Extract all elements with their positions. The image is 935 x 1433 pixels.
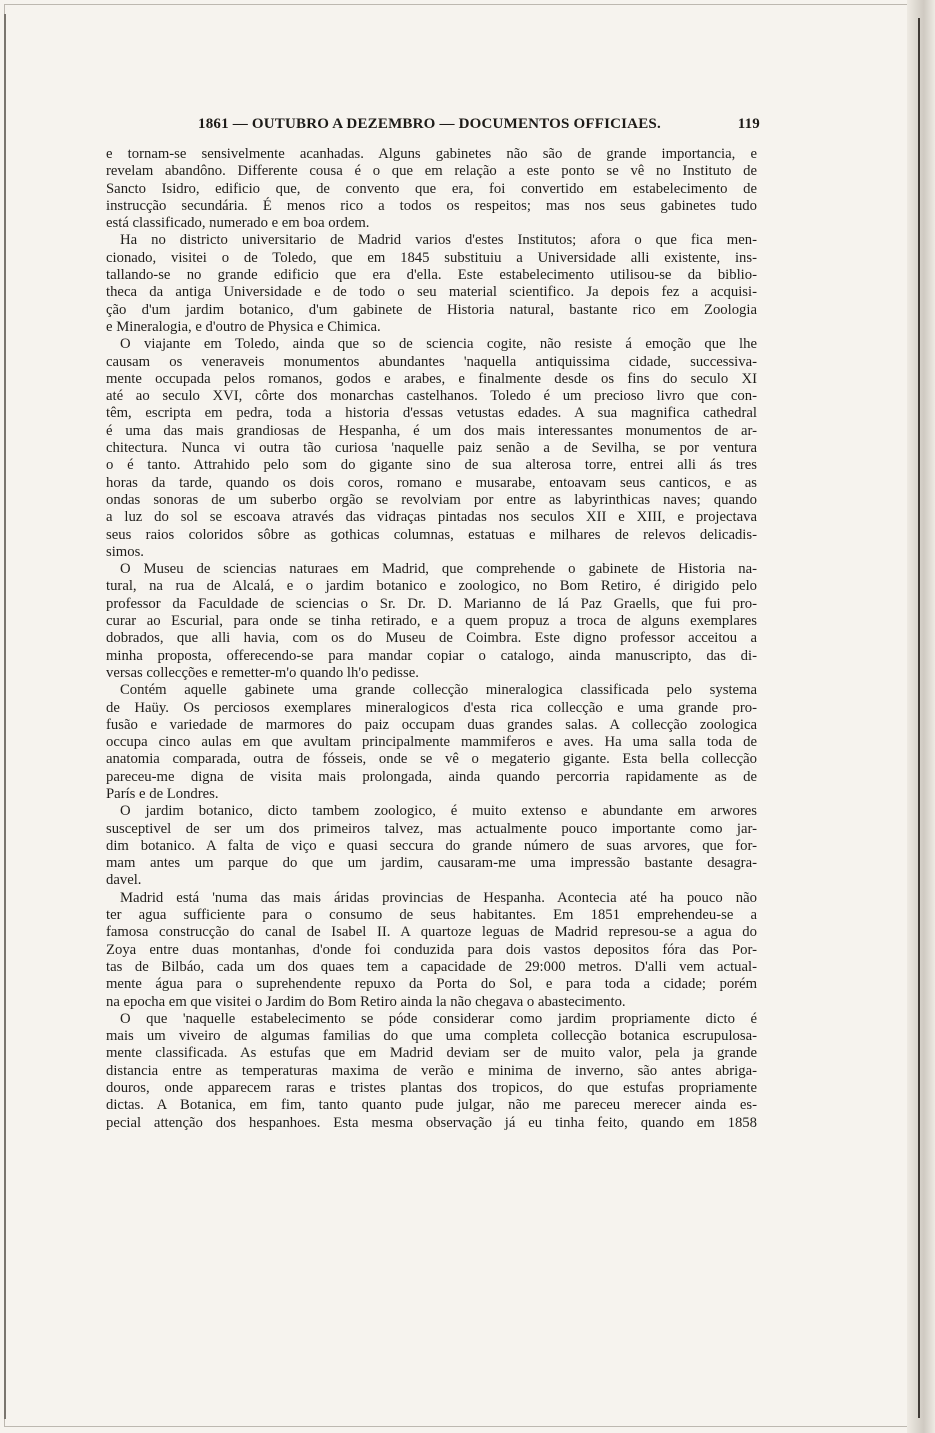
text-line: distancia entre as temperaturas maxima de verão e minima de inverno, são antes abriga- bbox=[106, 1062, 757, 1079]
text-line: pecial attenção dos hespanhoes. Esta mesma observação já eu tinha feito, quando em 1858 bbox=[106, 1114, 757, 1131]
text-line: cionado, visitei o de Toledo, que em 1845 substituiu a Universidade alli existente, ins- bbox=[106, 249, 757, 266]
text-line: mam antes um parque do que um jardim, causaram-me uma impressão bastante desagra- bbox=[106, 855, 757, 872]
text-line: seus raios coloridos sôbre as gothicas columnas, estatuas e milhares de relevos delicadis- bbox=[106, 526, 757, 543]
text-line: professor da Faculdade de sciencias o Sr. Dr. D. Marianno de lá Paz Graells, que fui pro- bbox=[106, 595, 757, 612]
text-line: instrucção secundária. É menos rico a todos os respeitos; mas nos seus gabinetes tudo bbox=[106, 197, 757, 214]
text-line: a luz do sol se escoava através das vidraças pintadas nos seculos XII e XIII, e projectava bbox=[106, 509, 757, 526]
text-line: O viajante em Toledo, ainda que so de sciencia cogite, não resiste á emoção que lhe bbox=[120, 336, 757, 353]
text-line: París e de Londres. bbox=[106, 785, 219, 802]
text-line: O Museu de sciencias naturaes em Madrid, que comprehende o gabinete de Historia na- bbox=[120, 561, 757, 578]
text-line: curar ao Escurial, para onde se tinha retirado, e a quem propuz a troca de alguns exemplares bbox=[106, 613, 757, 630]
text-line: tallando-se no grande edificio que era d'ella. Este estabelecimento utilisou-se da biblio- bbox=[106, 267, 757, 284]
text-line: pareceu-me digna de visita mais prolongada, ainda quando percorria rapidamente as de bbox=[106, 768, 757, 785]
text-line: ter agua sufficiente para o consumo de seus habitantes. Em 1851 emprehendeu-se a bbox=[106, 907, 757, 924]
text-line: chitectura. Nunca vi outra tão curiosa 'naquelle paiz senão a de Sevilha, se por ventura bbox=[106, 440, 757, 457]
text-line: mente classificada. As estufas que em Madrid deviam ser de muito valor, pela ja grande bbox=[106, 1045, 757, 1062]
left-binding-edge bbox=[4, 14, 6, 1419]
running-header bbox=[100, 116, 760, 138]
text-line: anatomia comparada, outra de fósseis, onde se vê o megaterio gigante. Esta bella collecção bbox=[106, 751, 757, 768]
text-line: na epocha em que visitei o Jardim do Bom Retiro ainda la não chegava o abastecimento. bbox=[106, 993, 626, 1010]
body-text bbox=[106, 146, 757, 1132]
text-line: occupa cinco aulas em que avultam principalmente mammiferos e aves. Ha uma salla toda de bbox=[106, 734, 757, 751]
text-line: de Haüy. Os perciosos exemplares mineralogicos d'esta rica collecção e uma grande pro- bbox=[106, 699, 757, 716]
page-number: 119 bbox=[737, 116, 760, 132]
text-line: causam os veneraveis monumentos abundantes 'naquella antiquissima cidade, successiva- bbox=[106, 353, 757, 370]
text-line: douros, onde apparecem raras e tristes plantas dos tropicos, do que estufas propriamente bbox=[106, 1080, 757, 1097]
text-line: mente água para o suprehendente repuxo da Porta do Sol, e para toda a cidade; porém bbox=[106, 976, 757, 993]
text-line: tural, na rua de Alcalá, e o jardim botanico e zoologico, no Bom Retiro, é dirigido pelo bbox=[106, 578, 757, 595]
right-binding-line bbox=[918, 18, 920, 1418]
text-line: dobrados, que alli havia, com os do Museu de Coimbra. Este digno professor acceitou a bbox=[106, 630, 757, 647]
text-line: ondas sonoras de um suberbo orgão se revolviam por entre as labyrinthicas naves; quando bbox=[106, 491, 757, 508]
text-line: versas collecções e remetter-m'o quando lh'o pedisse. bbox=[106, 664, 419, 681]
text-line: dictas. A Botanica, em fim, tanto quanto pude julgar, não me pareceu merecer ainda es- bbox=[106, 1097, 757, 1114]
text-line: e tornam-se sensivelmente acanhadas. Alguns gabinetes não são de grande importancia, e bbox=[106, 146, 757, 162]
header-title: 1861 — OUTUBRO A DEZEMBRO — DOCUMENTOS OFFICIAES. bbox=[198, 116, 661, 132]
text-line: horas da tarde, quando os dois coros, romano e musarabe, entoavam seus canticos, e as bbox=[106, 474, 757, 491]
text-line: ção d'um jardim botanico, d'um gabinete de Historia natural, bastante rico em Zoologia bbox=[106, 301, 757, 318]
text-line: simos. bbox=[106, 543, 144, 560]
text-line: até ao seculo XVI, côrte dos monarchas castelhanos. Toledo é um precioso livro que con- bbox=[106, 388, 757, 405]
text-line: O que 'naquelle estabelecimento se póde considerar como jardim propriamente dicto é bbox=[120, 1010, 757, 1027]
text-line: Contém aquelle gabinete uma grande collecção mineralogica classificada pelo systema bbox=[120, 682, 757, 699]
right-page-edge bbox=[907, 0, 935, 1433]
text-line: Madrid está 'numa das mais áridas provincias de Hespanha. Acontecia até ha pouco não bbox=[120, 889, 757, 906]
text-line: fusão e variedade de marmores do paiz occupam duas grandes salas. A collecção zoologica bbox=[106, 716, 757, 733]
text-line: Zoya entre duas montanhas, d'onde foi conduzida para dois vastos depositos fóra das Por- bbox=[106, 941, 757, 958]
text-line: minha proposta, offerecendo-se para mandar copiar o catalogo, ainda manuscripto, das di- bbox=[106, 647, 757, 664]
text-line: dim botanico. A falta de viço e quasi seccura do grande número de suas arvores, que for- bbox=[106, 837, 757, 854]
text-line: o é tanto. Attrahido pelo som do gigante sino de sua alterosa torre, entrei alli ás tres bbox=[106, 457, 757, 474]
text-line: famosa construcção do canal de Isabel II. A quartoze leguas de Madrid represou-se a agua do bbox=[106, 924, 757, 941]
text-line: davel. bbox=[106, 872, 142, 889]
text-line: susceptivel de ser um dos primeiros talvez, mas actualmente pouco importante como jar- bbox=[106, 820, 757, 837]
text-line: O jardim botanico, dicto tambem zoologico, é muito extenso e abundante em arwores bbox=[120, 803, 757, 820]
text-line: têm, escripta em pedra, toda a historia d'essas vetustas edades. A sua magnifica cathedral bbox=[106, 405, 757, 422]
text-line: e Mineralogia, e d'outro de Physica e Chimica. bbox=[106, 318, 381, 335]
text-line: revelam abandôno. Differente cousa é o que em relação a este ponto se vê no Instituto de bbox=[106, 163, 757, 180]
text-line: está classificado, numerado e em boa ordem. bbox=[106, 215, 370, 232]
text-line: theca da antiga Universidade e de todo o seu material scientifico. Ja depois fez a acquisi- bbox=[106, 284, 757, 301]
text-line: tas de Bilbáo, cada um dos quaes tem a capacidade de 29:000 metros. D'alli vem actual- bbox=[106, 958, 757, 975]
text-line: mente occupada pelos romanos, godos e arabes, e finalmente desde os fins do seculo XI bbox=[106, 370, 757, 387]
text-line: é uma das mais grandiosas de Hespanha, é um dos mais interessantes monumentos de ar- bbox=[106, 422, 757, 439]
text-line: mais um viveiro de algumas familias do que uma completa collecção botanica escrupulosa- bbox=[106, 1028, 757, 1045]
text-line: Ha no districto universitario de Madrid varios d'estes Institutos; afora o que fica men- bbox=[120, 232, 757, 249]
text-line: Sancto Isidro, edificio que, de convento que era, foi convertido em estabelecimento de bbox=[106, 180, 757, 197]
